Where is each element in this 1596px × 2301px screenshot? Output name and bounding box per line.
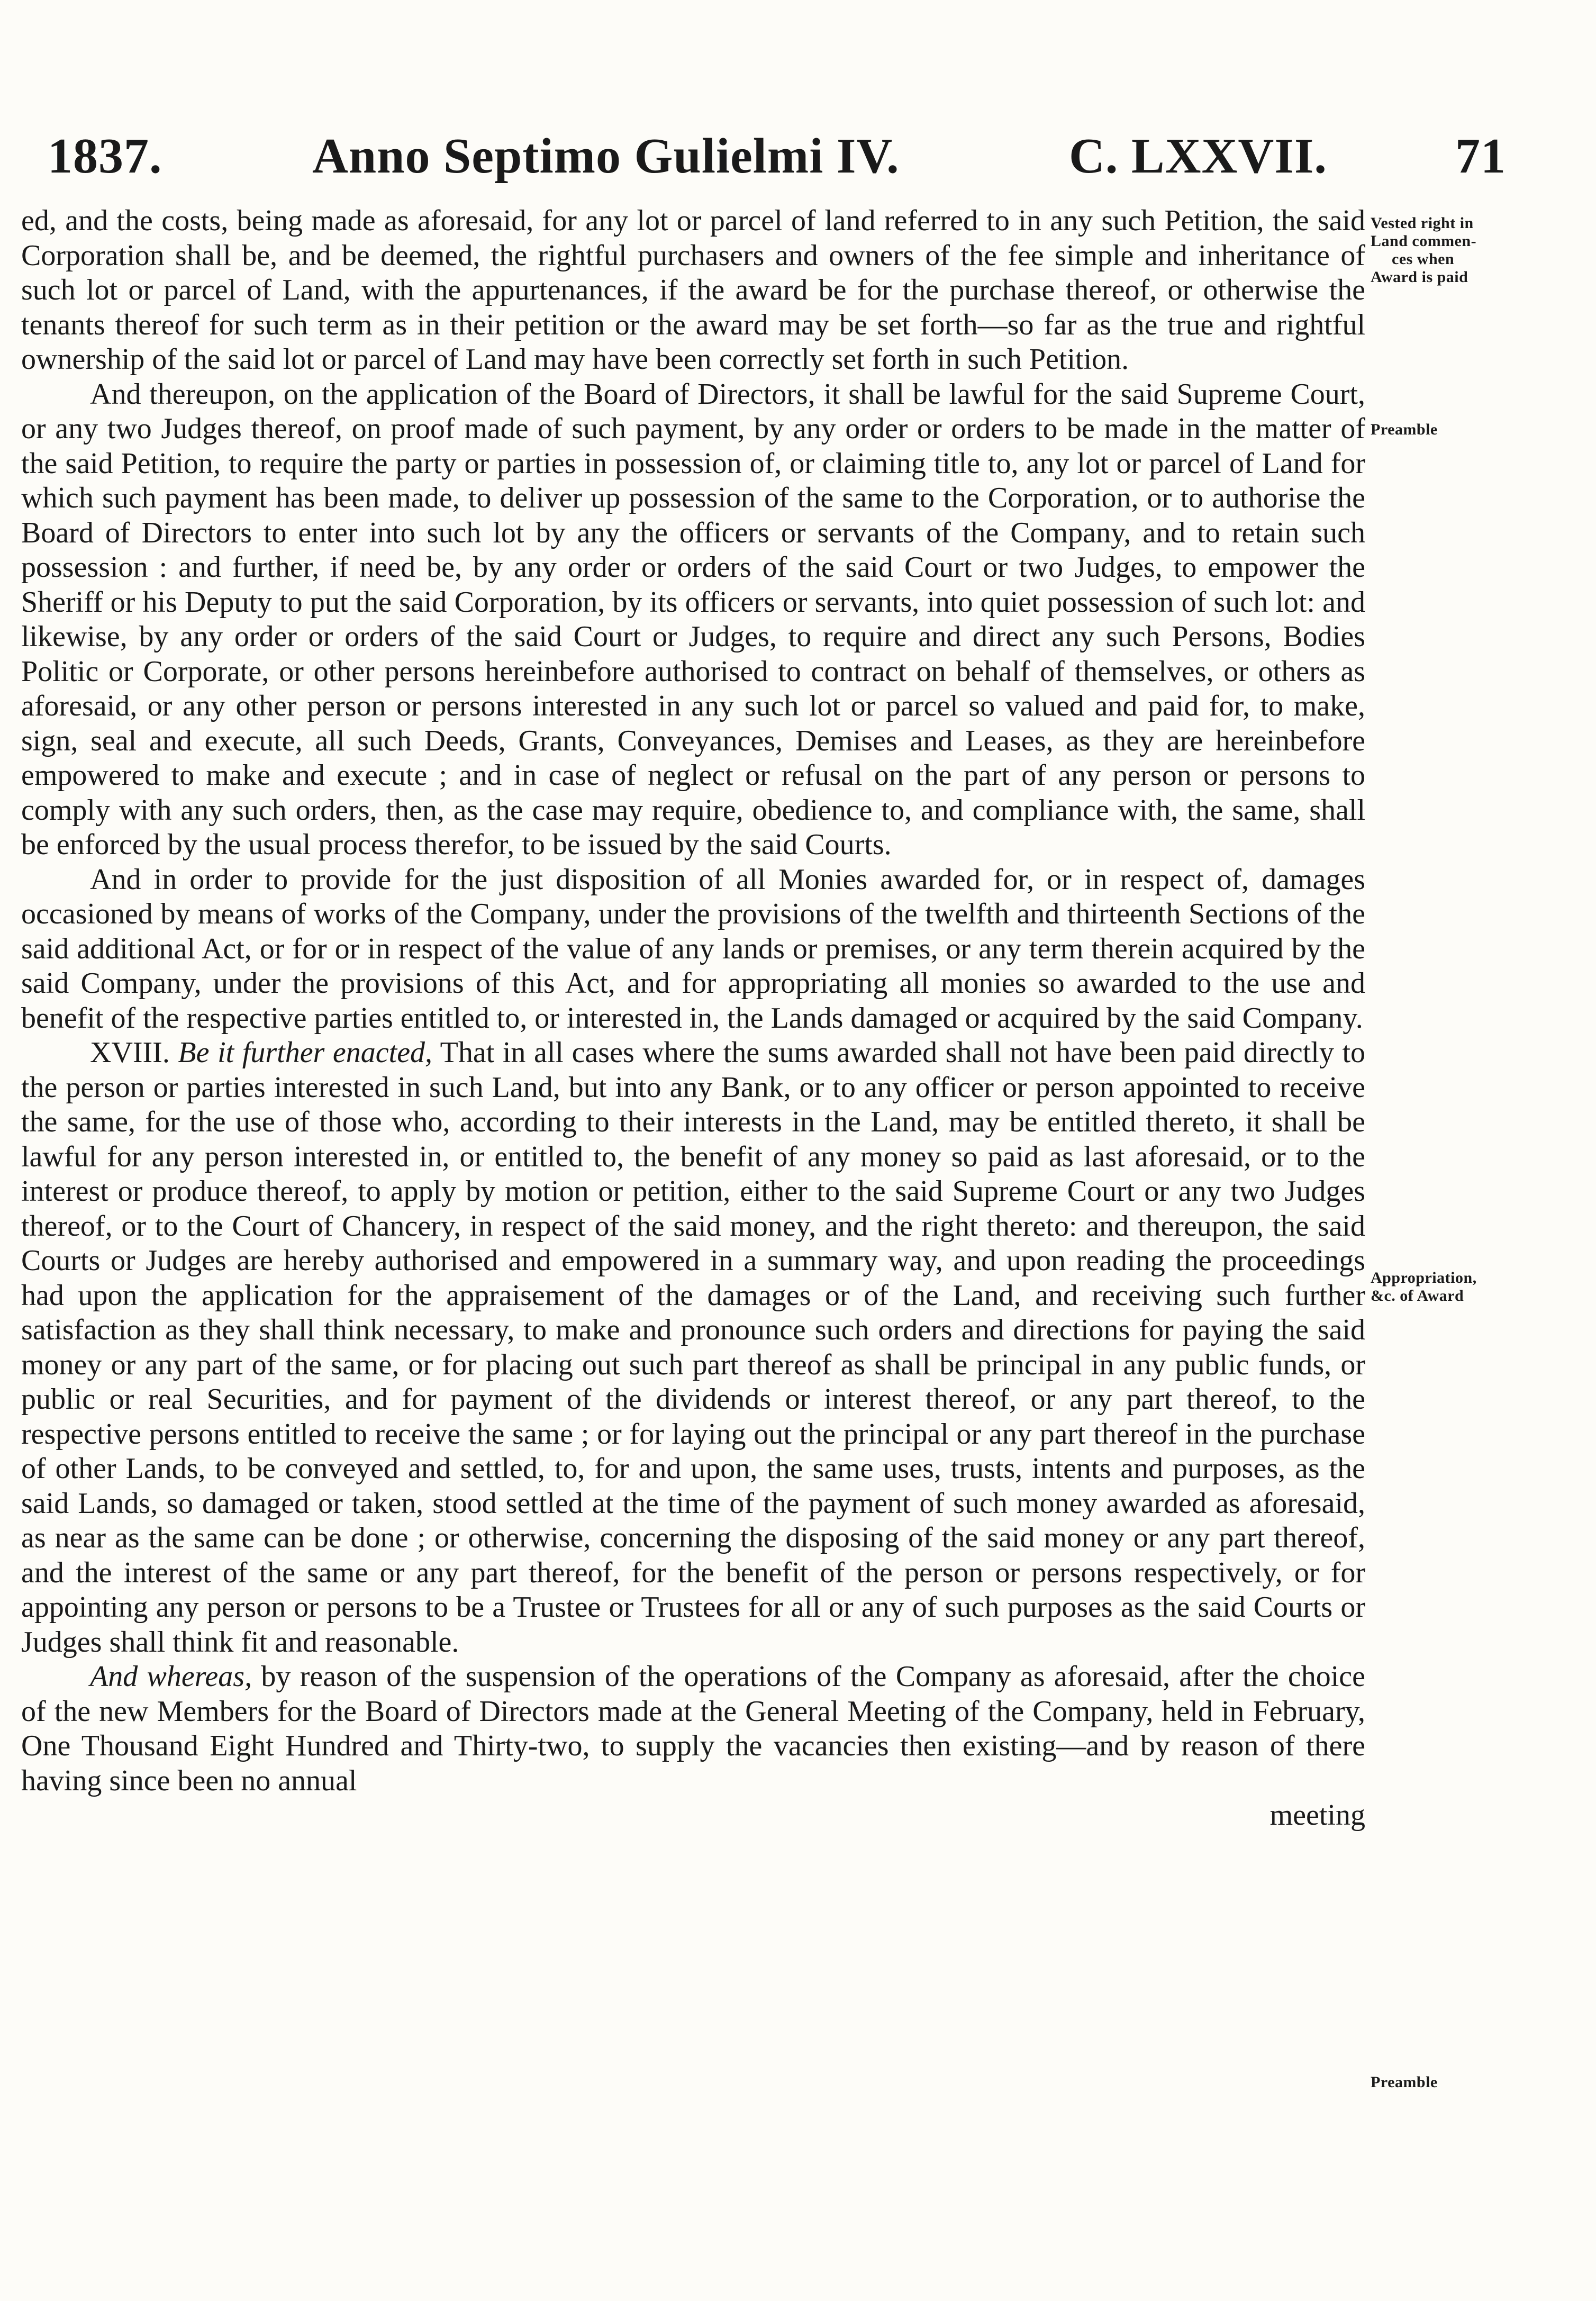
section-number: XVIII.	[90, 1036, 170, 1069]
paragraph-text: And thereupon, on the application of the Board of Directors, it shall be lawful for the said Supreme Court, or any two Judges thereof, on proof made of such payment, by any order or orders to be made in the matter of the said Petition, to require the party or parties in possession of, or claiming title to, any lot or parcel of Land for which such payment has been made, to deliver up possession of the same to the Corporation, or to authorise the Board of Directors to enter into such lot by any the officers or servants of the Company, and to retain such possession : and further, if need be, by any order or orders of the said Court or two Judges, to empower the Sheriff or his Deputy to put the said Corporation, by its officers or servants, into quiet possession of such lot: and likewise, by any order or orders of the said Court or Judges, to require and direct any such Persons, Bodies Politic or Corporate, or other persons hereinbefore authorised to contract on behalf of themselves, or others as aforesaid, or any other person or persons interested in any such lot or parcel so valued and paid for, to make, sign, seal and execute, all such Deeds, Grants, Conveyances, Demises and Leases, as they are hereinbefore empowered to make and execute ; and in case of neglect or refusal on the part of any person or persons to comply with any such orders, then, as the case may require, obedience to, and compliance with, the same, shall be enforced by the usual process therefor, to be issued by the said Courts.	[21, 377, 1365, 861]
catchword: meeting	[1269, 1799, 1365, 1832]
marginal-note-vested-right: Vested right in Land commen- ces when Award is paid	[1371, 214, 1477, 286]
paragraph-text: ed, and the costs, being made as aforesaid, for any lot or parcel of land referred to in any such Petition, the said Corporation shall be, and be deemed, the rightful purchasers and owners of the fee simple and inheritance of such lot or parcel of Land, with the appurtenances, if the award be for the purchase thereof, or otherwise the tenants thereof for such term as in their petition or the award may be set forth—so far as the true and rightful ownership of the said lot or parcel of Land may have been correctly set forth in such Petition.	[21, 204, 1365, 376]
paragraph-text: by reason of the suspension of the operations of the Company as aforesaid, after the choice of the new Members for the Board of Directors made at the General Meeting of the Company, held in February, One Thousand Eight Hundred and Thirty-two, to supply the vacancies then existing—and by reason of there having since been no annual	[21, 1660, 1366, 1797]
paragraph-text: That in all cases where the sums awarded shall not have been paid directly to the person or parties interested in such Land, but into any Bank, or to any officer or person appointed to receive the same, for the use of those who, according to their interests in the Land, may be entitled thereto, it shall be lawful for any person interested in, or entitled to, the benefit of any money so paid as last aforesaid, or to the interest or produce thereof, to apply by motion or petition, either to the said Supreme Court or any two Judges thereof, or to the Court of Chancery, in respect of the said money, and the right thereto: and thereupon, the said Courts or Judges are hereby authorised and empowered in a summary way, and upon reading the proceedings had upon the application for the appraisement of the damages or of the Land, and receiving such further satisfaction as they shall think necessary, to make and pronounce such orders and directions for paying the said money or any part of the same, or for placing out such part thereof as shall be principal in any public funds, or public or real Securities, and for payment of the dividends or interest thereof, or any part thereof, to the respective persons entitled to receive the same ; or for laying out the principal or any part thereof in the purchase of other Lands, to be conveyed and settled, to, for and upon, the same uses, trusts, intents and purposes, as the said Lands, so damaged or taken, stood settled at the time of the payment of such money awarded as aforesaid, as near as the same can be done ; or otherwise, concerning the disposing of the said money or any part thereof, and the interest of the same or any part thereof, for the benefit of the person or persons respectively, or for appointing any person or persons to be a Trustee or Trustees for all or any of such purposes as the said Courts or Judges shall think fit and reasonable.	[21, 1036, 1365, 1659]
marginal-note-appropriation: Appropriation, &c. of Award	[1371, 1269, 1477, 1304]
header-title: Anno Septimo Gulielmi IV.	[312, 129, 900, 184]
marginal-note-preamble: Preamble	[1371, 2073, 1438, 2091]
body-text	[21, 204, 1365, 1833]
section-paragraph	[21, 1036, 1365, 1660]
paragraph	[21, 377, 1365, 863]
enacting-clause: Be it further enacted,	[178, 1036, 433, 1069]
running-head	[48, 127, 1506, 185]
whereas-lead: And whereas,	[90, 1660, 252, 1693]
paragraph	[21, 204, 1365, 377]
header-chapter: C. LXXVII.	[1069, 129, 1327, 184]
paragraph-text: And in order to provide for the just disposition of all Monies awarded for, or in respect of, damages occasioned by means of works of the Company, under the provisions of the twelfth and thirteenth Sections of the said additional Act, or for or in respect of the value of any lands or premises, or any term therein acquired by the said Company, under the provisions of this Act, and for appropriating all monies so awarded to the use and benefit of the respective parties entitled to, or interested in, the Lands damaged or acquired by the said Company.	[21, 863, 1365, 1035]
marginal-note-preamble: Preamble	[1371, 421, 1438, 438]
page-number: 71	[1455, 129, 1506, 184]
paragraph	[21, 1660, 1365, 1798]
paragraph	[21, 863, 1365, 1036]
header-year: 1837.	[48, 129, 162, 184]
